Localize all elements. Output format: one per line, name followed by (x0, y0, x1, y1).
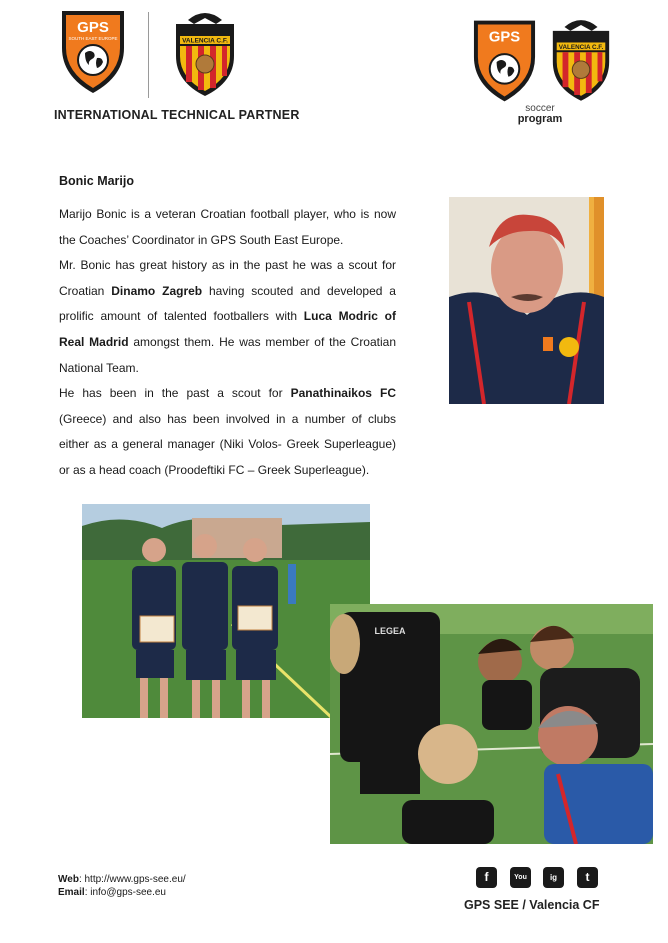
gps-logo-left (59, 8, 127, 96)
web-label: Web (58, 874, 79, 885)
p2-text-c: having scouted and developed a prolific amount of talented footballers with (59, 283, 396, 324)
social-icons (476, 867, 598, 889)
gps-logo-subtext: SOUTH EAST EUROPE (68, 36, 118, 41)
p3-text-a: He has been in the past a scout for (59, 386, 291, 401)
youtube-icon[interactable]: You (510, 867, 531, 888)
gps-logo-text: GPS (77, 19, 109, 36)
p2-dinamo-zagreb: Dinamo Zagreb (111, 283, 203, 298)
portrait-photo (449, 197, 604, 404)
gps-logo-right (471, 17, 538, 105)
p2-text-a: Mr. Bonic has great history as in the past he was a scout for Croatian (59, 258, 396, 298)
web-link[interactable]: : http://www.gps-see.eu/ (78, 874, 186, 885)
valencia-logo-text: VALENCIA C.F. (182, 37, 228, 45)
article-heading: Bonic Marijo (59, 174, 135, 188)
paragraph-2 (59, 253, 396, 381)
p2-luca-modric: Luca Modric of Real Madrid (59, 309, 396, 349)
program-label: program (517, 113, 563, 125)
soccer-label: soccer (525, 103, 555, 114)
twitter-icon[interactable]: t (577, 867, 598, 888)
p3-text-c: (Greece) and also has been involved in a number of clubs either as a general manager (Niki Volos- Greek Superleague) or as a head coach (Proodeftiki FC – Greek Superleague). (59, 411, 396, 477)
paragraph-3 (59, 381, 396, 483)
p3-panathinaikos: Panathinaikos FC (290, 386, 396, 401)
partner-label: INTERNATIONAL TECHNICAL PARTNER (54, 108, 300, 122)
instagram-icon[interactable]: ig (543, 867, 564, 888)
email-label: Email (58, 887, 85, 898)
email-link[interactable]: : info@gps-see.eu (84, 887, 166, 898)
p2-text-e: amongst them. He was member of the Croatian National Team. (59, 334, 397, 375)
footer-contact (58, 873, 186, 899)
paragraph-1: Marijo Bonic is a veteran Croatian football player, who is now the Coaches’ Coordinator in GPS South East Europe. (59, 207, 396, 247)
footer-brand: GPS SEE / Valencia CF (464, 898, 600, 912)
header-divider (148, 12, 149, 98)
valencia-logo-left (170, 8, 240, 98)
valencia-logo-right-text: VALENCIA C.F. (558, 43, 604, 51)
group-photo (82, 504, 370, 718)
footer-web (58, 873, 186, 886)
svg-text:LEGEA: LEGEA (374, 626, 406, 636)
article-body (59, 202, 396, 484)
kids-photo (330, 604, 653, 844)
gps-logo-right-text: GPS (488, 29, 521, 46)
valencia-logo-right (547, 12, 615, 106)
facebook-icon[interactable]: f (476, 867, 497, 888)
soccer-program-label (505, 104, 575, 124)
footer-email (58, 886, 186, 899)
